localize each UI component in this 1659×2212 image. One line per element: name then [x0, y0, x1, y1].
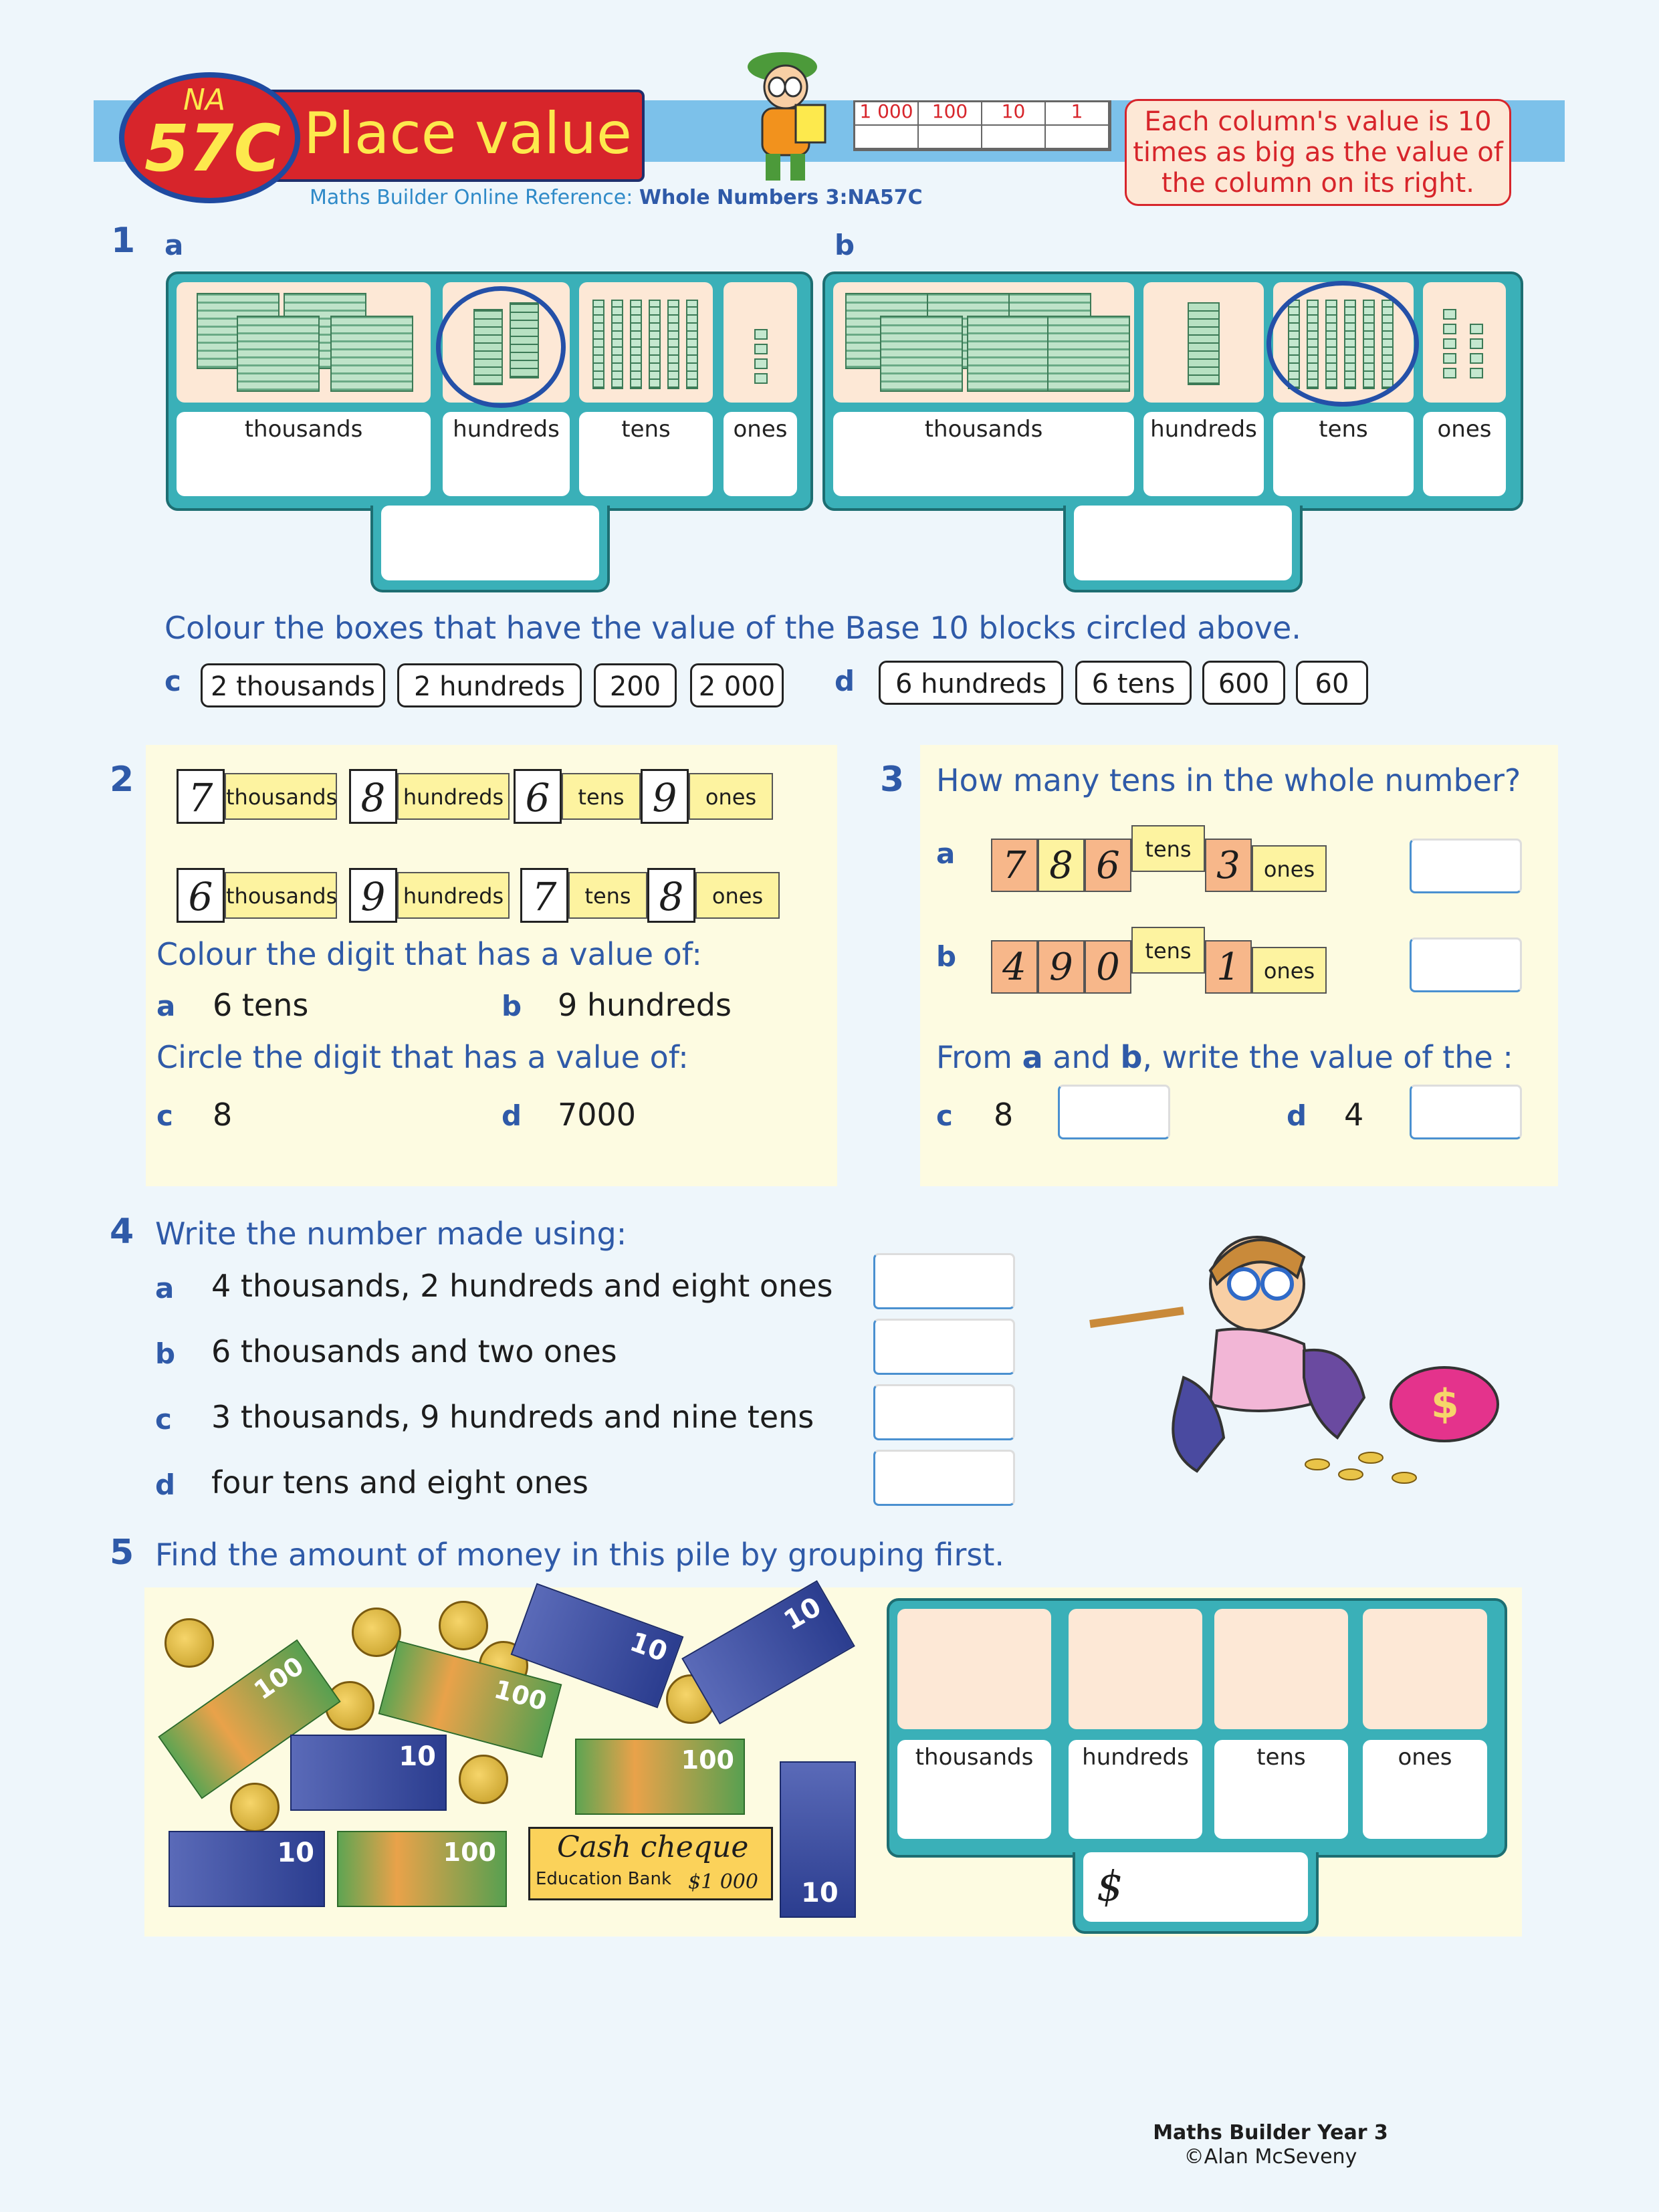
q1b-thousands-label[interactable]: thousands: [833, 412, 1134, 496]
q3d-text: 4: [1344, 1097, 1364, 1133]
cash-cheque: [528, 1827, 773, 1900]
q5-thousands-cell[interactable]: [897, 1609, 1051, 1729]
q3-from-line: [936, 1039, 1513, 1075]
q1a-total-box[interactable]: [381, 506, 599, 580]
q1c-option-2-thousands[interactable]: 2 thousands: [201, 663, 385, 707]
q3-number: 3: [880, 760, 905, 800]
reference-line: [310, 186, 923, 209]
q3b-digit-3: 0: [1085, 940, 1131, 994]
q1b-total-tab: [1063, 506, 1303, 592]
q2d-text: 7000: [558, 1097, 637, 1133]
q2-row2-ones-digit[interactable]: 8: [647, 868, 695, 923]
q3b-digit-4: 1: [1205, 940, 1252, 994]
value-1000: 1 000: [855, 102, 919, 126]
q1b-total-box[interactable]: [1074, 506, 1292, 580]
q2-row1-ones-digit[interactable]: 9: [641, 769, 689, 824]
q5-total-tab: [1073, 1852, 1319, 1934]
note-10-label: 10: [778, 1591, 826, 1637]
q2-colour-prompt: Colour the digit that has a value of:: [156, 936, 702, 972]
q1a-place-value-chart: [166, 271, 813, 511]
note-100-label: 100: [491, 1674, 550, 1717]
q4b-label: b: [155, 1337, 176, 1370]
q1b-hundreds-blocks: [1143, 282, 1264, 403]
q1b-place-value-chart: [822, 271, 1523, 511]
q4d-answer-box[interactable]: [873, 1450, 1015, 1506]
coin-icon: [459, 1755, 508, 1804]
reference-value: Whole Numbers 3:NA57C: [639, 186, 923, 209]
note-100-label: 100: [248, 1650, 310, 1706]
q1a-thousands-blocks: [177, 282, 431, 403]
q1c-option-2-hundreds[interactable]: 2 hundreds: [397, 663, 582, 707]
q3a-label: a: [936, 837, 956, 870]
q1c-label: c: [164, 665, 181, 697]
q4d-text: four tens and eight ones: [211, 1464, 588, 1501]
q5-prompt: Find the amount of money in this pile by grouping first.: [155, 1537, 1005, 1573]
q1a-hundreds-label[interactable]: hundreds: [443, 412, 570, 496]
value-1: 1: [1046, 102, 1109, 126]
cartoon-boy-icon: [715, 35, 849, 189]
q3-from-a: a: [1022, 1039, 1043, 1075]
q4b-text: 6 thousands and two ones: [211, 1333, 617, 1369]
note-10-label: 10: [625, 1626, 671, 1668]
q1a-tens-blocks: [579, 282, 713, 403]
q2-row1-hundreds-digit[interactable]: 8: [349, 769, 397, 824]
q3-from-suffix: , write the value of the :: [1142, 1039, 1513, 1075]
note-10-label: 10: [277, 1838, 314, 1868]
q2b-text: 9 hundreds: [558, 987, 732, 1023]
q5-hundreds-cell[interactable]: [1069, 1609, 1202, 1729]
ten-dollar-note: [169, 1831, 325, 1907]
q4b-answer-box[interactable]: [873, 1319, 1015, 1375]
q1c-option-2000[interactable]: 2 000: [690, 663, 784, 707]
coin-icon: [439, 1601, 488, 1650]
hundred-dollar-note: [575, 1739, 745, 1815]
q3a-answer-box[interactable]: [1410, 839, 1522, 893]
note-10-label: 10: [801, 1878, 839, 1908]
q2-row2-tens-digit[interactable]: 7: [520, 868, 568, 923]
q1a-tens-label[interactable]: tens: [579, 412, 713, 496]
reference-prefix: Maths Builder Online Reference:: [310, 186, 639, 209]
rule-note: Each column's value is 10 times as big as the value of the column on its right.: [1125, 99, 1511, 206]
value-10: 10: [982, 102, 1046, 126]
ten-dollar-note: [290, 1735, 447, 1811]
q1a-label: a: [164, 229, 184, 261]
hundred-dollar-note: [337, 1831, 507, 1907]
q3-from-b: b: [1120, 1039, 1143, 1075]
q3b-answer-box[interactable]: [1410, 937, 1522, 992]
q3b-label: b: [936, 940, 957, 973]
q2-row2-thousands-word: thousands: [225, 872, 337, 919]
q4a-label: a: [155, 1272, 175, 1305]
q2-row1-thousands-digit[interactable]: 7: [177, 769, 225, 824]
q1b-ones-blocks: [1423, 282, 1506, 403]
coin-icon: [352, 1608, 401, 1657]
note-100-label: 100: [443, 1838, 496, 1867]
q1b-hundreds-label[interactable]: hundreds: [1143, 412, 1264, 496]
cheque-bank: Education Bank: [536, 1869, 672, 1889]
q3-from-and: and: [1042, 1039, 1121, 1075]
q2a-label: a: [156, 990, 176, 1022]
q1b-tens-label[interactable]: tens: [1273, 412, 1414, 496]
page-title: Place value: [304, 100, 632, 167]
q5-thousands-label[interactable]: thousands: [897, 1740, 1051, 1839]
q3b-ones-word: ones: [1252, 947, 1327, 994]
q2c-text: 8: [213, 1097, 233, 1133]
q3-panel: [920, 745, 1558, 1186]
q5-hundreds-label[interactable]: hundreds: [1069, 1740, 1202, 1839]
lesson-code-badge: [119, 72, 300, 203]
q5-number: 5: [110, 1533, 134, 1573]
q1b-circle: [1266, 281, 1419, 407]
footer-book-title: Maths Builder Year 3: [1153, 2121, 1388, 2144]
q5-total-box[interactable]: [1083, 1852, 1308, 1922]
q2a-text: 6 tens: [213, 987, 309, 1023]
q5-place-value-chart: [887, 1598, 1507, 1858]
q5-tens-label[interactable]: tens: [1214, 1740, 1348, 1839]
q1b-thousands-blocks: [833, 282, 1134, 403]
q4c-label: c: [155, 1403, 172, 1436]
q1d-label: d: [835, 665, 855, 697]
q2-row2-hundreds-word: hundreds: [397, 872, 510, 919]
q1d-option-6-tens[interactable]: 6 tens: [1075, 661, 1192, 705]
q3b-digit-1: 4: [991, 940, 1038, 994]
q1c-option-200[interactable]: 200: [594, 663, 677, 707]
cheque-title: Cash cheque: [557, 1830, 749, 1864]
q2d-label: d: [502, 1099, 522, 1132]
lesson-code-top: NA: [183, 83, 226, 117]
q4c-answer-box[interactable]: [873, 1384, 1015, 1440]
q1b-ones-label[interactable]: ones: [1423, 412, 1506, 496]
q3a-ones-word: ones: [1252, 845, 1327, 892]
q2-row2-tens-word: tens: [568, 872, 647, 919]
q2-row2-thousands-digit[interactable]: 6: [177, 868, 225, 923]
svg-text:$: $: [1431, 1381, 1459, 1428]
q1d-option-600[interactable]: 600: [1202, 661, 1285, 705]
q3a-digit-1: 7: [991, 839, 1038, 892]
q3a-digit-4: 3: [1205, 839, 1252, 892]
place-value-table: [853, 100, 1111, 151]
lesson-code-bottom: 57C: [144, 111, 282, 186]
q2-circle-prompt: Circle the digit that has a value of:: [156, 1039, 689, 1075]
q2-number: 2: [110, 760, 134, 800]
q1a-thousands-label[interactable]: thousands: [177, 412, 431, 496]
q4-prompt: Write the number made using:: [155, 1216, 627, 1252]
q3b-digit-2: 9: [1038, 940, 1085, 994]
q3d-answer-box[interactable]: [1410, 1085, 1522, 1139]
q2-row1-tens-digit[interactable]: 6: [514, 769, 562, 824]
q1a-circle: [436, 286, 566, 408]
ten-dollar-note: [780, 1761, 856, 1918]
coin-icon: [164, 1618, 214, 1668]
cheque-amount: $1 000: [688, 1870, 758, 1894]
q2-row2-hundreds-digit[interactable]: 9: [349, 868, 397, 923]
footer-copyright: ©Alan McSeveny: [1184, 2145, 1357, 2169]
q2-row1-hundreds-word: hundreds: [397, 773, 510, 820]
q1-number: 1: [111, 221, 136, 261]
q4d-label: d: [155, 1468, 176, 1501]
q4c-text: 3 thousands, 9 hundreds and nine tens: [211, 1399, 814, 1435]
q2-row1-thousands-word: thousands: [225, 773, 337, 820]
q3a-tens-word: tens: [1131, 825, 1205, 872]
q3d-label: d: [1287, 1099, 1307, 1132]
q1b-label: b: [835, 229, 855, 261]
q2-row2-ones-word: ones: [695, 872, 780, 919]
coin-icon: [230, 1783, 280, 1832]
q3c-label: c: [936, 1099, 953, 1132]
q3-prompt: How many tens in the whole number?: [936, 762, 1521, 798]
q5-tens-cell[interactable]: [1214, 1609, 1348, 1729]
q2b-label: b: [502, 990, 522, 1022]
q3c-answer-box[interactable]: [1058, 1085, 1170, 1139]
value-100: 100: [919, 102, 982, 126]
q1a-total-tab: [370, 506, 610, 592]
q3a-digit-2: 8: [1038, 839, 1085, 892]
q3-from-prefix: From: [936, 1039, 1022, 1075]
q4a-answer-box[interactable]: [873, 1253, 1015, 1309]
q5-ones-label[interactable]: ones: [1363, 1740, 1487, 1839]
ten-dollar-note: [681, 1580, 855, 1725]
q1a-ones-blocks: [724, 282, 797, 403]
q5-dollar-sign: $: [1097, 1862, 1123, 1910]
girl-piggy-bank-icon: [1083, 1217, 1518, 1498]
note-100-label: 100: [681, 1745, 734, 1775]
q3a-digit-3: 6: [1085, 839, 1131, 892]
q1d-option-6-hundreds[interactable]: 6 hundreds: [879, 661, 1063, 705]
q4-number: 4: [110, 1212, 134, 1252]
q2-row1-ones-word: ones: [689, 773, 773, 820]
q2c-label: c: [156, 1099, 173, 1132]
q4a-text: 4 thousands, 2 hundreds and eight ones: [211, 1268, 833, 1304]
q1-instruction: Colour the boxes that have the value of the Base 10 blocks circled above.: [164, 610, 1301, 646]
q3c-text: 8: [994, 1097, 1014, 1133]
q2-row1-tens-word: tens: [562, 773, 641, 820]
q1a-ones-label[interactable]: ones: [724, 412, 797, 496]
q5-ones-cell[interactable]: [1363, 1609, 1487, 1729]
q1d-option-60[interactable]: 60: [1296, 661, 1368, 705]
note-10-label: 10: [399, 1741, 436, 1772]
q3b-tens-word: tens: [1131, 927, 1205, 974]
q2-panel: [146, 745, 837, 1186]
